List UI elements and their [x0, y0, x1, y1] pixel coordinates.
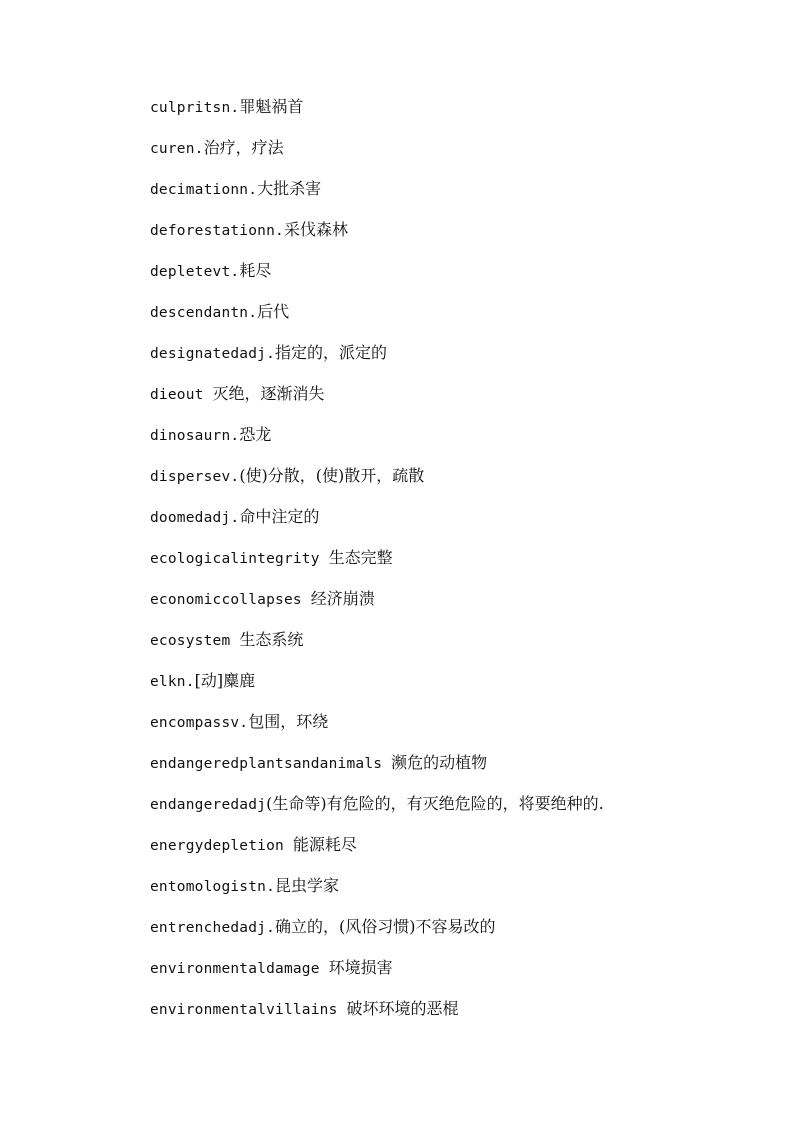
vocab-term: designatedadj.	[150, 346, 276, 362]
vocab-entry	[150, 298, 770, 339]
vocab-entry	[150, 462, 770, 503]
vocab-entry	[150, 913, 770, 954]
vocab-definition: 恐龙	[239, 425, 272, 444]
vocab-entry	[150, 831, 770, 872]
vocab-entry	[150, 339, 770, 380]
vocabulary-list	[150, 93, 770, 1036]
vocab-entry	[150, 257, 770, 298]
vocab-definition: 灭绝，逐渐消失	[212, 384, 325, 403]
vocab-term: energydepletion	[150, 838, 293, 854]
vocab-definition: 确立的，(风俗习惯)不容易改的	[275, 917, 496, 936]
vocab-term: decimationn.	[150, 182, 258, 198]
vocab-definition: 治疗，疗法	[203, 138, 284, 157]
vocab-term: endangeredadj	[150, 797, 267, 813]
vocab-term: entrenchedadj.	[150, 920, 276, 936]
vocab-term: doomedadj.	[150, 510, 240, 526]
vocab-definition: 濒危的动植物	[391, 753, 488, 772]
vocab-term: dieout	[150, 387, 213, 403]
vocab-entry	[150, 421, 770, 462]
vocab-definition: 采伐森林	[283, 220, 348, 239]
vocab-term: ecosystem	[150, 633, 240, 649]
vocab-entry	[150, 503, 770, 544]
vocab-term: culpritsn.	[150, 100, 240, 116]
vocab-entry	[150, 872, 770, 913]
vocab-entry	[150, 380, 770, 421]
vocab-entry	[150, 585, 770, 626]
vocab-entry	[150, 749, 770, 790]
vocab-entry	[150, 954, 770, 995]
vocab-definition: 包围，环绕	[248, 712, 329, 731]
vocab-term: descendantn.	[150, 305, 258, 321]
vocab-definition: 生态完整	[328, 548, 393, 567]
vocab-entry	[150, 708, 770, 749]
vocab-definition: [动]麋鹿	[194, 671, 256, 690]
vocab-definition: 后代	[257, 302, 290, 321]
vocab-term: ecologicalintegrity	[150, 551, 329, 567]
vocab-definition: 大批杀害	[257, 179, 322, 198]
vocab-definition: 破坏环境的恶棍	[346, 999, 459, 1018]
vocab-definition: 指定的，派定的	[275, 343, 388, 362]
vocab-term: depletevt.	[150, 264, 240, 280]
vocab-definition: 生态系统	[239, 630, 304, 649]
vocab-term: elkn.	[150, 674, 195, 690]
vocab-definition: 命中注定的	[239, 507, 320, 526]
vocab-entry	[150, 995, 770, 1036]
vocab-entry	[150, 790, 770, 831]
vocab-definition: 经济崩溃	[310, 589, 375, 608]
vocab-term: endangeredplantsandanimals	[150, 756, 392, 772]
vocab-term: economiccollapses	[150, 592, 311, 608]
vocab-entry	[150, 216, 770, 257]
vocab-definition: 罪魁祸首	[239, 97, 304, 116]
vocab-definition: (生命等)有危险的，有灭绝危险的，将要绝种的.	[266, 794, 604, 813]
vocab-term: encompassv.	[150, 715, 249, 731]
vocab-definition: 环境损害	[328, 958, 393, 977]
vocab-entry	[150, 544, 770, 585]
vocab-definition: 能源耗尽	[292, 835, 357, 854]
vocab-entry	[150, 667, 770, 708]
vocab-term: deforestationn.	[150, 223, 284, 239]
vocab-entry	[150, 134, 770, 175]
vocab-entry	[150, 175, 770, 216]
vocab-entry	[150, 626, 770, 667]
vocab-definition: 昆虫学家	[275, 876, 340, 895]
vocab-term: entomologistn.	[150, 879, 276, 895]
vocab-definition: (使)分散，(使)散开，疏散	[239, 466, 425, 485]
vocab-term: environmentalvillains	[150, 1002, 347, 1018]
vocab-term: environmentaldamage	[150, 961, 329, 977]
vocab-entry	[150, 93, 770, 134]
vocab-term: curen.	[150, 141, 204, 157]
vocab-term: dinosaurn.	[150, 428, 240, 444]
vocab-definition: 耗尽	[239, 261, 272, 280]
vocab-term: dispersev.	[150, 469, 240, 485]
